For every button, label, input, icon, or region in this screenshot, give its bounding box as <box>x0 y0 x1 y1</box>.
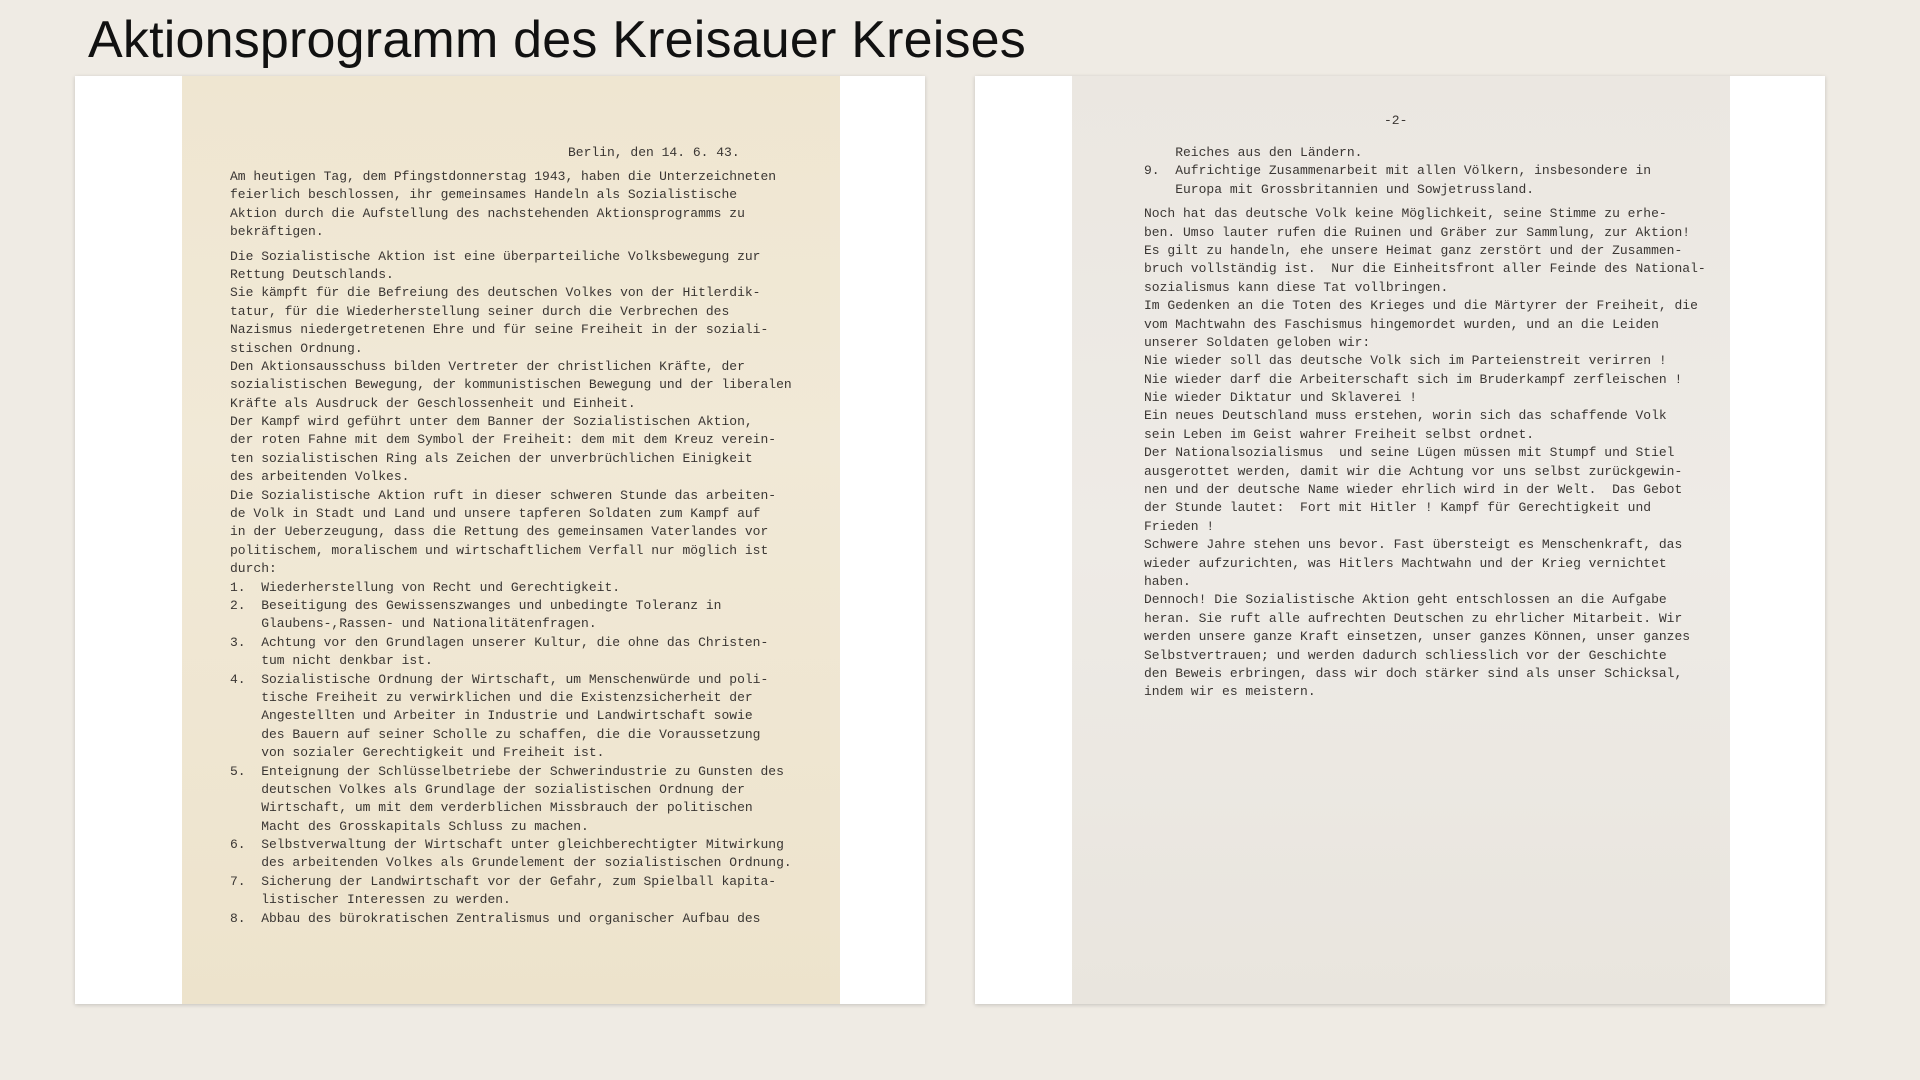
text-line: nen und der deutsche Name wieder ehrlich wird in der Welt. Das Gebot <box>1144 482 1683 498</box>
text-line: Aktion durch die Aufstellung des nachstehenden Aktionsprogramms zu <box>230 205 745 221</box>
text-line: Macht des Grosskapitals Schluss zu machen. <box>230 818 589 834</box>
text-line: Es gilt zu handeln, ehe unsere Heimat ganz zerstört und der Zusammen- <box>1144 242 1683 258</box>
text-line: Europa mit Grossbritannien und Sowjetrussland. <box>1144 181 1535 197</box>
text-line: deutschen Volkes als Grundlage der sozialistischen Ordnung der <box>230 781 745 797</box>
text-line: 9. Aufrichtige Zusammenarbeit mit allen Völkern, insbesondere in <box>1144 163 1652 179</box>
text-line: sein Leben im Geist wahrer Freiheit selbst ordnet. <box>1144 426 1535 442</box>
text-line: Reiches aus den Ländern. <box>1144 145 1363 160</box>
text-line: 1. Wiederherstellung von Recht und Gerechtigkeit. <box>230 579 621 595</box>
text-line: Noch hat das deutsche Volk keine Möglichkeit, seine Stimme zu erhe- <box>1144 206 1667 222</box>
text-line: wieder aufzurichten, was Hitlers Machtwahn und der Krieg vernichtet <box>1144 555 1667 571</box>
document-page-1 <box>182 76 840 1004</box>
text-line: indem wir es meistern. <box>1144 684 1316 700</box>
text-line: 4. Sozialistische Ordnung der Wirtschaft, um Menschenwürde und poli- <box>230 671 769 687</box>
text-line: stischen Ordnung. <box>230 340 363 356</box>
text-line: Glaubens-,Rassen- und Nationalitätenfragen. <box>230 616 597 632</box>
page-1-text <box>230 168 792 928</box>
text-line: tatur, für die Wiederherstellung seiner durch die Verbrechen des <box>230 303 730 319</box>
text-line: der Stunde lautet: Fort mit Hitler ! Kampf für Gerechtigkeit und <box>1144 500 1652 516</box>
document-page-2 <box>1072 76 1730 1004</box>
text-line: Selbstvertrauen; und werden dadurch schliesslich vor der Geschichte <box>1144 647 1667 663</box>
page-2-text <box>1144 144 1706 702</box>
text-line: Dennoch! Die Sozialistische Aktion geht entschlossen an die Aufgabe <box>1144 592 1667 608</box>
text-line: des Bauern auf seiner Scholle zu schaffen, die die Voraussetzung <box>230 726 761 742</box>
text-line: vom Machtwahn des Faschismus hingemordet wurden, und an die Leiden <box>1144 316 1659 332</box>
text-line: des arbeitenden Volkes als Grundelement der sozialistischen Ordnung. <box>230 855 792 871</box>
text-line: Frieden ! <box>1144 518 1215 534</box>
text-line: Der Kampf wird geführt unter dem Banner der Sozialistischen Aktion, <box>230 414 753 430</box>
text-line: Ein neues Deutschland muss erstehen, worin sich das schaffende Volk <box>1144 408 1667 424</box>
text-line: politischem, moralischem und wirtschaftlichem Verfall nur möglich ist <box>230 542 769 558</box>
text-line: Den Aktionsausschuss bilden Vertreter der christlichen Kräfte, der <box>230 358 745 374</box>
text-line: von sozialer Gerechtigkeit und Freiheit ist. <box>230 745 605 761</box>
text-line: ben. Umso lauter rufen die Ruinen und Gräber zur Sammlung, zur Aktion! <box>1144 224 1691 240</box>
text-line: haben. <box>1144 573 1191 589</box>
dateline: Berlin, den 14. 6. 43. <box>568 145 740 160</box>
text-line: Sie kämpft für die Befreiung des deutschen Volkes von der Hitlerdik- <box>230 285 761 301</box>
text-line: sozialistischen Bewegung, der kommunistischen Bewegung und der liberalen <box>230 377 792 393</box>
text-line: tum nicht denkbar ist. <box>230 653 433 669</box>
text-line: Kräfte als Ausdruck der Geschlossenheit und Einheit. <box>230 395 636 411</box>
text-line: tische Freiheit zu verwirklichen und die Existenzsicherheit der <box>230 689 753 705</box>
text-line: sozialismus kann diese Tat vollbringen. <box>1144 279 1449 295</box>
text-line: Nie wieder Diktatur und Sklaverei ! <box>1144 390 1418 406</box>
text-line: werden unsere ganze Kraft einsetzen, unser ganzes Können, unser ganzes <box>1144 629 1691 645</box>
text-line: 5. Enteignung der Schlüsselbetriebe der Schwerindustrie zu Gunsten des <box>230 763 784 779</box>
text-line: 2. Beseitigung des Gewissenszwanges und unbedingte Toleranz in <box>230 597 722 613</box>
text-line: in der Ueberzeugung, dass die Rettung des gemeinsamen Vaterlandes vor <box>230 524 769 540</box>
text-line: Im Gedenken an die Toten des Krieges und die Märtyrer der Freiheit, die <box>1144 298 1698 314</box>
text-line: des arbeitenden Volkes. <box>230 469 410 485</box>
text-line: Wirtschaft, um mit dem verderblichen Missbrauch der politischen <box>230 800 753 816</box>
text-line: listischer Interessen zu werden. <box>230 892 511 908</box>
text-line: 6. Selbstverwaltung der Wirtschaft unter gleichberechtigter Mitwirkung <box>230 837 784 853</box>
text-line: unserer Soldaten geloben wir: <box>1144 334 1371 350</box>
text-line: heran. Sie ruft alle aufrechten Deutschen zu ehrlicher Mitarbeit. Wir <box>1144 610 1683 626</box>
text-line: de Volk in Stadt und Land und unsere tapferen Soldaten zum Kampf auf <box>230 506 761 522</box>
text-line: Nie wieder darf die Arbeiterschaft sich im Bruderkampf zerfleischen ! <box>1144 371 1683 387</box>
text-line: Die Sozialistische Aktion ruft in dieser schweren Stunde das arbeiten- <box>230 487 777 503</box>
text-line: Die Sozialistische Aktion ist eine überparteiliche Volksbewegung zur <box>230 248 761 264</box>
text-line: bruch vollständig ist. Nur die Einheitsfront aller Feinde des National- <box>1144 261 1706 277</box>
document-frame-page-1 <box>75 76 925 1004</box>
text-line: bekräftigen. <box>230 224 324 240</box>
text-line: Rettung Deutschlands. <box>230 266 394 282</box>
text-line: Nazismus niedergetretenen Ehre und für seine Freiheit in der soziali- <box>230 322 769 338</box>
text-line: 3. Achtung vor den Grundlagen unserer Kultur, die ohne das Christen- <box>230 634 769 650</box>
text-line: feierlich beschlossen, ihr gemeinsames Handeln als Sozialistische <box>230 187 738 203</box>
text-line: durch: <box>230 561 277 577</box>
text-line: der roten Fahne mit dem Symbol der Freiheit: dem mit dem Kreuz verein- <box>230 432 777 448</box>
text-line: Am heutigen Tag, dem Pfingstdonnerstag 1943, haben die Unterzeichneten <box>230 169 777 184</box>
text-line: ten sozialistischen Ring als Zeichen der unverbrüchlichen Einigkeit <box>230 450 753 466</box>
text-line: Der Nationalsozialismus und seine Lügen müssen mit Stumpf und Stiel <box>1144 445 1675 461</box>
page-number: -2- <box>1384 113 1408 128</box>
document-frame-page-2 <box>975 76 1825 1004</box>
text-line: ausgerottet werden, damit wir die Achtung vor uns selbst zurückgewin- <box>1144 463 1683 479</box>
slide-title: Aktionsprogramm des Kreisauer Kreises <box>88 11 1026 69</box>
text-line: Schwere Jahre stehen uns bevor. Fast übersteigt es Menschenkraft, das <box>1144 537 1683 553</box>
text-line: Nie wieder soll das deutsche Volk sich im Parteienstreit verirren ! <box>1144 353 1667 369</box>
text-line: 7. Sicherung der Landwirtschaft vor der Gefahr, zum Spielball kapita- <box>230 873 777 889</box>
text-line: den Beweis erbringen, dass wir doch stärker sind als unser Schicksal, <box>1144 665 1683 681</box>
text-line: Angestellten und Arbeiter in Industrie und Landwirtschaft sowie <box>230 708 753 724</box>
text-line: 8. Abbau des bürokratischen Zentralismus und organischer Aufbau des <box>230 910 761 926</box>
